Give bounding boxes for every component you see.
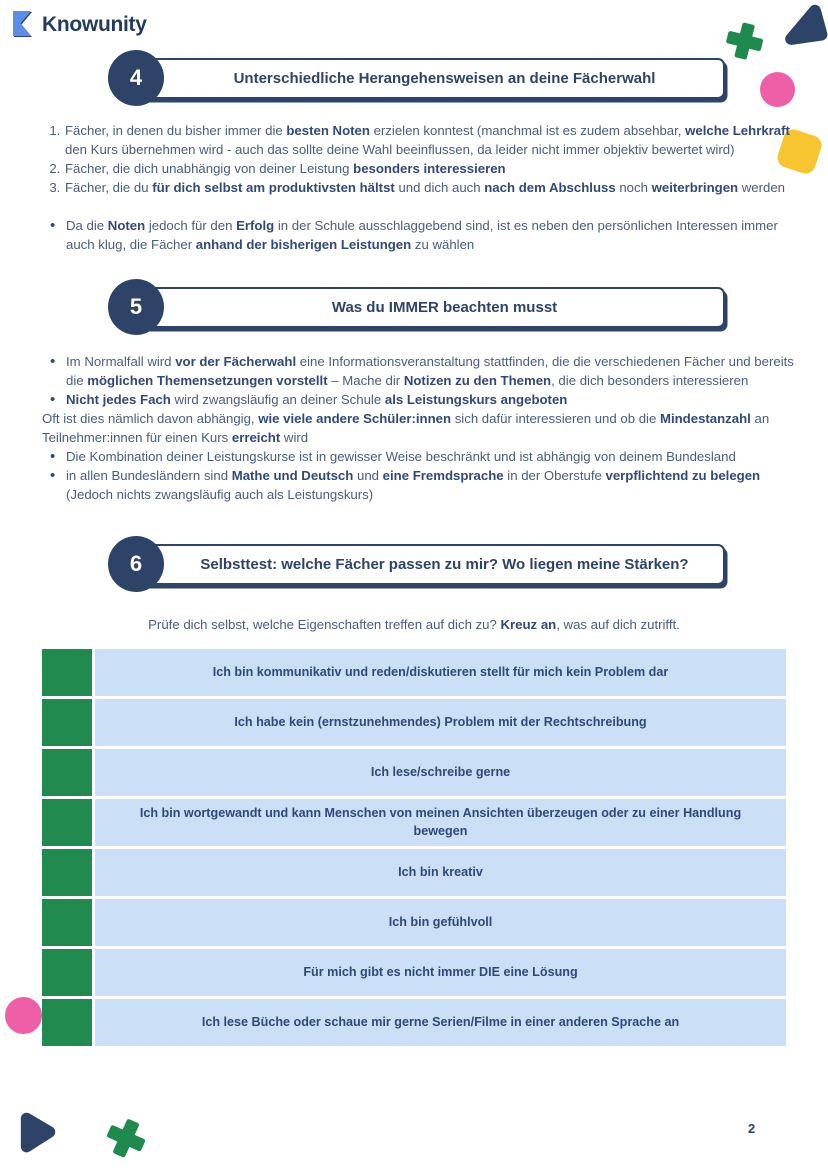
selftest-intro: Prüfe dich selbst, welche Eigenschaften treffen auf dich zu? Kreuz an, was auf dich zutrifft. xyxy=(148,617,680,632)
triangle-icon xyxy=(14,1108,60,1161)
list-item: 3. Fächer, die du für dich selbst am produktivsten hältst und dich auch nach dem Abschluss noch weiterbringen werden xyxy=(64,178,806,197)
statement-cell: Ich habe kein (ernstzunehmendes) Problem mit der Rechtschreibung xyxy=(95,699,786,746)
list-item: Oft ist dies nämlich davon abhängig, wie viele andere Schüler:innen sich dafür interessieren und ob die Mindestanzahl an Teilnehmer:innen für einen Kurs erreicht wird xyxy=(42,411,770,445)
checkbox-cell[interactable] xyxy=(42,949,92,996)
table-row xyxy=(42,999,786,1046)
table-row xyxy=(42,749,786,796)
statement-cell: Ich bin kommunikativ und reden/diskutieren stellt für mich kein Problem dar xyxy=(95,649,786,696)
section-title-box xyxy=(137,287,725,328)
list-item: • Da die Noten jedoch für den Erfolg in der Schule ausschlaggebend sind, ist es neben den persönlichen Interessen immer auch klug, die Fächer anhand der bisherigen Leistungen zu wählen xyxy=(42,216,806,254)
section-title: Unterschiedliche Herangehensweisen an deine Fächerwahl xyxy=(233,69,656,87)
checkbox-cell[interactable] xyxy=(42,899,92,946)
checkbox-cell[interactable] xyxy=(42,699,92,746)
checkbox-cell[interactable] xyxy=(42,749,92,796)
plus-icon xyxy=(95,1109,155,1171)
grades-note xyxy=(42,216,806,254)
table-row xyxy=(42,649,786,696)
app-logo xyxy=(10,9,147,40)
statement-cell: Für mich gibt es nicht immer DIE eine Lösung xyxy=(95,949,786,996)
section-6-header xyxy=(108,536,725,592)
checkbox-cell[interactable] xyxy=(42,799,92,846)
statement-cell: Ich bin kreativ xyxy=(95,849,786,896)
selftest-table xyxy=(42,649,786,1046)
table-row xyxy=(42,699,786,746)
checkbox-cell[interactable] xyxy=(42,849,92,896)
knowunity-k-icon xyxy=(10,9,35,40)
checkbox-cell[interactable] xyxy=(42,999,92,1046)
checkbox-cell[interactable] xyxy=(42,649,92,696)
section-number-badge: 6 xyxy=(108,536,164,592)
list-item: 2. Fächer, die dich unabhängig von deiner Leistung besonders interessieren xyxy=(64,159,806,178)
logo-wordmark: Knowunity xyxy=(42,12,147,36)
list-item: 1. Fächer, in denen du bisher immer die besten Noten erzielen konntest (manchmal ist es zudem absehbar, welche Lehrkraft den Kurs übernehmen wird - auch das sollte deine Wahl beeinflussen, da leider nicht immer objektiv bewertet wird) xyxy=(64,121,806,159)
statement-cell: Ich lese Büche oder schaue mir gerne Serien/Filme in einer anderen Sprache an xyxy=(95,999,786,1046)
list-item: • Nicht jedes Fach wird zwangsläufig an deiner Schule als Leistungskurs angeboten xyxy=(42,390,806,409)
statement-cell: Ich lese/schreibe gerne xyxy=(95,749,786,796)
approaches-list xyxy=(46,121,806,197)
rules-list xyxy=(42,352,806,504)
section-title-box xyxy=(137,58,725,99)
section-4-header xyxy=(108,50,725,106)
list-item: • in allen Bundesländern sind Mathe und Deutsch und eine Fremdsprache in der Oberstufe verpflichtend zu belegen (Jedoch nichts zwangsläufig auch als Leistungskurs) xyxy=(42,466,806,504)
list-item: • Im Normalfall wird vor der Fächerwahl eine Informationsveranstaltung stattfinden, die die verschiedenen Fächer und bereits die möglichen Themensetzungen vorstellt – Mache dir Notizen zu den Themen, die dich besonders interessieren xyxy=(42,352,806,390)
statement-cell: Ich bin wortgewandt und kann Menschen von meinen Ansichten überzeugen oder zu einer Handlung bewegen xyxy=(95,799,786,846)
page-number: 2 xyxy=(748,1121,756,1136)
section-number-badge: 5 xyxy=(108,279,164,335)
section-number-badge: 4 xyxy=(108,50,164,106)
table-row xyxy=(42,799,786,846)
section-title: Selbsttest: welche Fächer passen zu mir? Wo liegen meine Stärken? xyxy=(200,555,689,573)
section-5-header xyxy=(108,279,725,335)
table-row xyxy=(42,949,786,996)
section-title-box xyxy=(137,544,725,585)
section-title: Was du IMMER beachten musst xyxy=(331,298,558,316)
list-item: • Die Kombination deiner Leistungskurse ist in gewisser Weise beschränkt und ist abhängig von deinem Bundesland xyxy=(42,447,806,466)
table-row xyxy=(42,899,786,946)
statement-cell: Ich bin gefühlvoll xyxy=(95,899,786,946)
table-row xyxy=(42,849,786,896)
